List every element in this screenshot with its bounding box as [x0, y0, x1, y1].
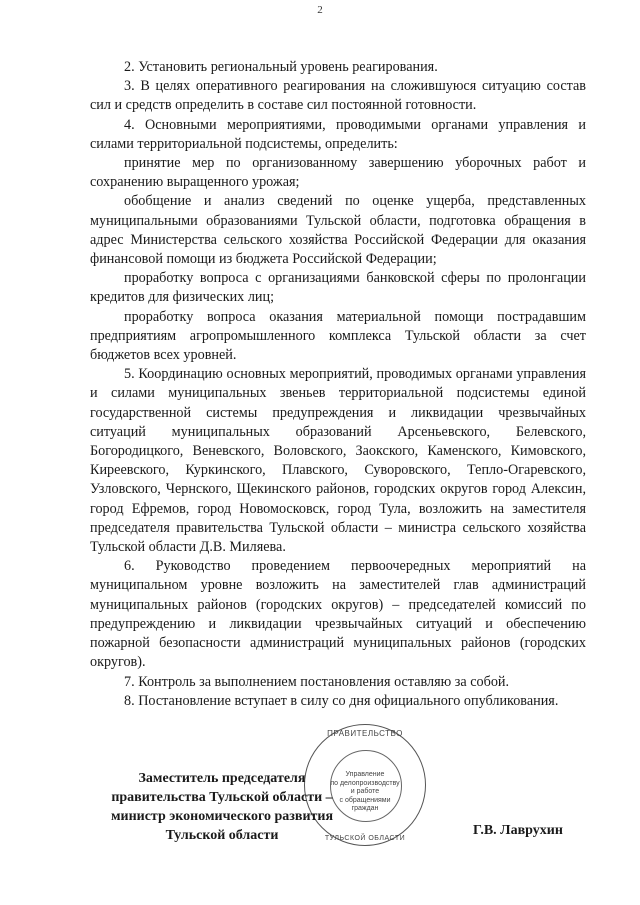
paragraph: 2. Установить региональный уровень реагирования.: [124, 59, 438, 75]
stamp-line: граждан: [351, 805, 379, 812]
paragraph: проработку вопроса оказания материальной помощи пострадавшим предприятиям агропромышленного комплекса Тульской области за счет бюджетов всех уровней.: [90, 308, 586, 364]
signatory-name: Г.В. Лаврухин: [473, 823, 563, 838]
signature-title-line: Тульской области: [165, 828, 279, 843]
signature-title-line: министр экономического развития: [110, 809, 334, 824]
stamp-ring-bottom-text: ТУЛЬСКОЙ ОБЛАСТИ: [324, 835, 406, 842]
paragraph: обобщение и анализ сведений по оценке ущерба, представленных муниципальными образованиями Тульской области, подготовка обращения в адрес Министерства сельского хозяйства Российской Федерации для оказания финансовой помощи из бюджета Российской Федерации;: [90, 193, 586, 268]
stamp-line: по делопроизводству: [330, 779, 400, 787]
paragraph: принятие мер по организованному завершению уборочных работ и сохранению выращенного урожая;: [90, 155, 586, 191]
signature-block: [0, 769, 640, 849]
document-body: [90, 58, 586, 711]
paragraph: 8. Постановление вступает в силу со дня официального опубликования.: [124, 692, 559, 709]
stamp-ring-top-text: ПРАВИТЕЛЬСТВО: [327, 729, 403, 738]
paragraph: 5. Координацию основных мероприятий, проводимых органами управления и силами муниципальных звеньев территориальной подсистемы единой государственной системы предупреждения и ликвидации чрезвычайных ситуаций муниципальных образований Арсеньевского, Белевского, Богородицкого, Веневского, Воловского, Заокского, Каменского, Кимовского, Киреевского, Куркинского, Плавского, Суворовского, Тепло-Огаревского, Узловского, Чернского, Щекинского районов, городских округов город Алексин, город Ефремов, город Новомосковск, город Тула, возложить на заместителя председателя правительства Тульской области – министра сельского хозяйства Тульской области Д.В. Миляева.: [90, 366, 586, 556]
stamp-line: и работе: [350, 788, 380, 795]
paragraph: 3. В целях оперативного реагирования на сложившуюся ситуацию состав сил и средств определить в составе сил постоянной готовности.: [90, 78, 586, 114]
stamp-line: Управление: [345, 771, 385, 778]
paragraph: 6. Руководство проведением первоочередных мероприятий на муниципальном уровне возложить на заместителей глав администраций муниципальных районов (городских округов) – председателей комиссий по предупреждению и ликвидации чрезвычайных ситуаций и обеспечению пожарной безопасности администраций муниципальных районов (городских округов).: [90, 558, 586, 671]
paragraph: проработку вопроса с организациями банковской сферы по пролонгации кредитов для физических лиц;: [90, 270, 586, 306]
stamp-line: с обращениями: [339, 796, 391, 804]
page-number: 2: [317, 4, 323, 16]
paragraph: 4. Основными мероприятиями, проводимыми органами управления и силами территориальной подсистемы, определить:: [90, 116, 586, 152]
signature-title-line: правительства Тульской области –: [111, 790, 333, 805]
paragraph: 7. Контроль за выполнением постановления оставляю за собой.: [124, 673, 510, 690]
signature-title-line: Заместитель председателя: [138, 771, 306, 786]
